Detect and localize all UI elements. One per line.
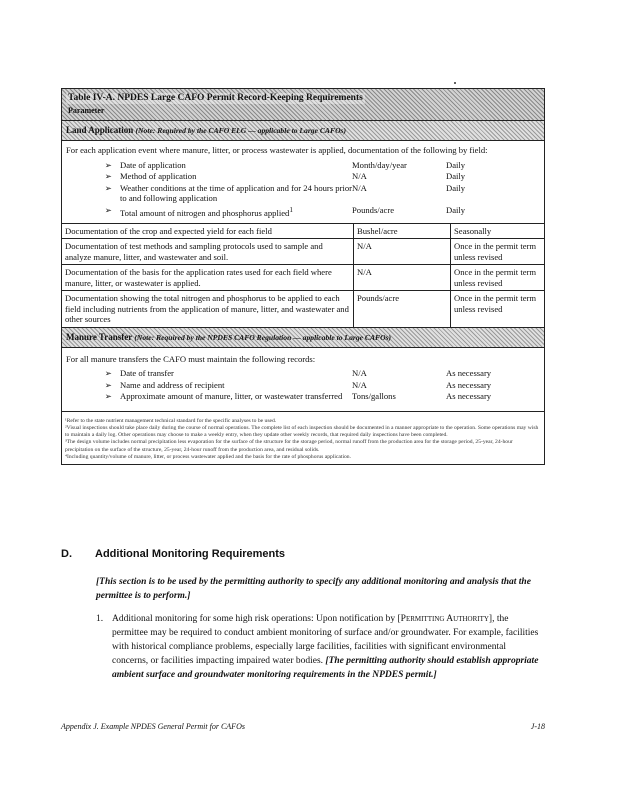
list-item: ➢ Name and address of recipient N/A As necessary xyxy=(62,380,544,391)
table-title: Table IV-A. NPDES Large CAFO Permit Record-Keeping Requirements xyxy=(68,93,363,103)
manure-transfer-note: (Note: Required by the NPDES CAFO Regulation — applicable to Large CAFOs) xyxy=(134,332,392,342)
manure-transfer-label: Manure Transfer xyxy=(66,331,133,342)
arrow-bullet-icon: ➢ xyxy=(104,159,112,170)
arrow-bullet-icon: ➢ xyxy=(104,182,112,193)
page-footer xyxy=(61,722,545,731)
list-item: ➢ Weather conditions at the time of application and for 24 hours prior to and following application N/A Daily xyxy=(62,183,544,204)
arrow-bullet-icon: ➢ xyxy=(104,171,112,181)
arrow-bullet-icon: ➢ xyxy=(104,391,112,402)
table-row: Documentation of the crop and expected yield for each field Bushel/acre Seasonally xyxy=(62,223,544,239)
section-letter: D. xyxy=(61,548,72,560)
land-application-bullets xyxy=(62,158,544,223)
numbered-paragraph: 1. Additional monitoring for some high risk operations: Upon notification by [Permitting Authority], the permittee may be required to conduct ambient monitoring of surface and/or groundwater. For example, facilities with historical compliance problems, especially large facilities, facilities with significant environmental concerns, or facilities impacting impaired water bodies. [The permitting authority should establish appropriate ambient surface and groundwater monitoring requirements in the NPDES permit.] xyxy=(96,614,539,680)
section-title: Additional Monitoring Requirements xyxy=(95,548,286,560)
page-number: J-18 xyxy=(530,722,545,731)
land-application-label: Land Application xyxy=(66,125,134,135)
table-footnotes xyxy=(62,411,544,464)
permitting-authority-placeholder: Permitting Authority xyxy=(400,614,489,624)
arrow-bullet-icon: ➢ xyxy=(104,204,112,215)
footnote: ¹Refer to the state nutrient management technical standard for the specific analyses to be used. xyxy=(65,417,277,424)
table-row: Documentation of the basis for the application rates used for each field where manure, litter, or wastewater is applied. N/A Once in the permit term unless revised xyxy=(62,264,544,290)
section-heading xyxy=(61,548,285,560)
manure-transfer-bullets xyxy=(62,366,544,411)
table-row: Documentation showing the total nitrogen and phosphorus to be applied to each field including nutrients from the application of manure, litter, and wastewater and other sources Pounds/acre Once in the permit term unless revised xyxy=(62,290,544,327)
footnote: ⁴Including quantity/volume of manure, litter, or process wastewater applied and the basis for the rate of phosphorus application. xyxy=(65,453,351,460)
table-row: Documentation of test methods and sampling protocols used to sample and analyze manure, litter, and wastewater and soil. N/A Once in the permit term unless revised xyxy=(62,238,544,264)
footnote: ²Visual inspections should take place daily during the course of normal operations. The complete list of each inspection should be documented in a manner appropriate to the operation. Some operations may wish to maintain a daily log. Other operations may choose to make a weekly entry, when they update other weekly records, that required daily inspections have been completed. xyxy=(65,425,539,439)
scan-speck xyxy=(454,82,456,84)
list-item: ➢ Approximate amount of manure, litter, or wastewater transferred Tons/gallons As necessary xyxy=(62,391,544,402)
footnote: ³The design volume includes normal precipitation less evaporation for the surface of the structure for the storage period, normal runoff from the production area for the storage period, 25-year, 24-hour precipitation on the surface of the structure, 25-year, 24-hour runoff from the production area, and residual solids. xyxy=(65,439,513,453)
manure-transfer-intro: For all manure transfers the CAFO must maintain the following records: xyxy=(66,353,316,364)
list-item: ➢ Total amount of nitrogen and phosphorus applied$^1$ Pounds/acre Daily xyxy=(62,205,544,218)
list-item: ➢ Date of application Month/day/year Daily xyxy=(62,160,544,171)
land-application-intro: For each application event where manure, litter, or process wastewater is applied, documentation of the following by field: xyxy=(66,145,488,155)
record-keeping-table xyxy=(61,88,545,465)
item-number: 1. xyxy=(96,614,104,624)
instruction-paragraph: [This section is to be used by the permitting authority to specify any additional monitoring and analysis that the permittee is to perform.] xyxy=(96,577,531,601)
list-item: ➢ Date of transfer N/A As necessary xyxy=(62,368,544,379)
arrow-bullet-icon: ➢ xyxy=(104,368,112,379)
list-item: ➢ Method of application N/A Daily xyxy=(62,171,544,182)
land-application-bar xyxy=(62,121,544,141)
table-header-band xyxy=(62,89,544,121)
land-application-note: (Note: Required by the CAFO ELG — applicable to Large CAFOs) xyxy=(135,126,347,135)
manure-transfer-bar xyxy=(62,327,544,348)
footer-title: Appendix J. Example NPDES General Permit for CAFOs xyxy=(61,722,245,731)
table-header-sub: Parameter xyxy=(68,106,105,115)
arrow-bullet-icon: ➢ xyxy=(104,379,112,390)
